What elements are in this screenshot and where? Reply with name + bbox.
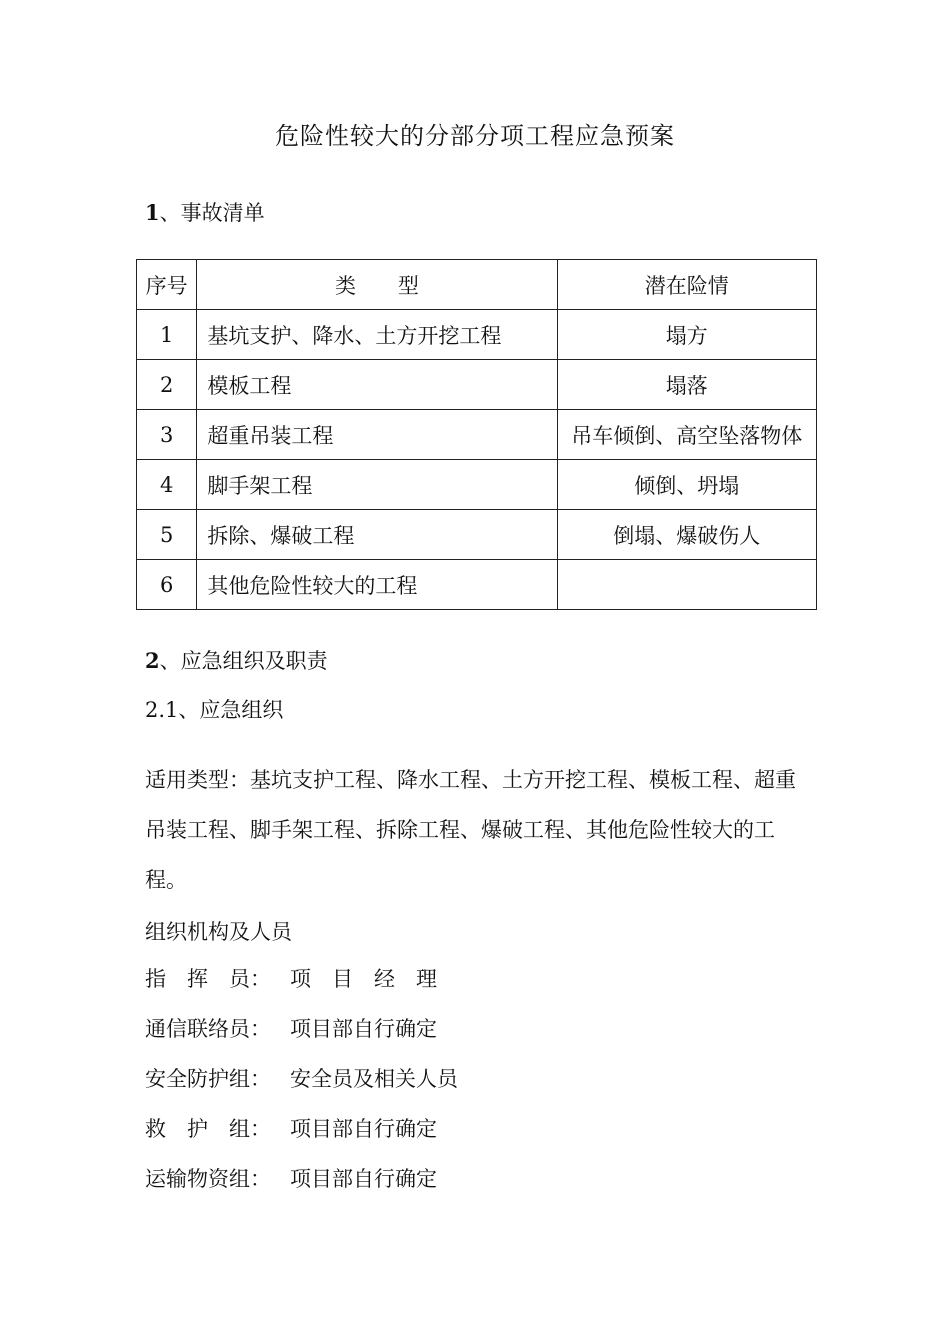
list-item <box>145 954 458 1004</box>
list-item <box>145 1004 458 1054</box>
row-no: 6 <box>137 560 197 610</box>
table-row <box>137 360 817 410</box>
section-2-number: 2 <box>145 648 160 673</box>
table-row <box>137 460 817 510</box>
header-no: 序号 <box>137 260 197 310</box>
row-risk: 吊车倾倒、高空坠落物体 <box>557 410 816 460</box>
header-type: 类 型 <box>197 260 557 310</box>
row-type: 超重吊装工程 <box>197 410 557 460</box>
row-no: 1 <box>137 310 197 360</box>
role-value: 项目部自行确定 <box>290 1167 437 1191</box>
row-risk: 塌落 <box>557 360 816 410</box>
header-risk: 潜在险情 <box>557 260 816 310</box>
role-label: 指 挥 员： <box>145 967 271 991</box>
table-header-row <box>137 260 817 310</box>
row-no: 2 <box>137 360 197 410</box>
roles-list <box>145 954 458 1204</box>
document-title: 危险性较大的分部分项工程应急预案 <box>275 122 675 150</box>
role-value: 项目部自行确定 <box>290 1117 437 1141</box>
table-row <box>137 510 817 560</box>
section-1-text: 、事故清单 <box>159 201 265 225</box>
list-item <box>145 1054 458 1104</box>
section-2-text: 、应急组织及职责 <box>159 649 328 673</box>
table-row <box>137 560 817 610</box>
role-value: 项目部自行确定 <box>290 1017 437 1041</box>
list-item <box>145 1154 458 1204</box>
role-label: 救 护 组： <box>145 1117 271 1141</box>
table-row <box>137 310 817 360</box>
row-no: 3 <box>137 410 197 460</box>
row-type: 拆除、爆破工程 <box>197 510 557 560</box>
row-risk: 倒塌、爆破伤人 <box>557 510 816 560</box>
row-no: 5 <box>137 510 197 560</box>
accident-list-table <box>136 259 817 610</box>
row-type: 脚手架工程 <box>197 460 557 510</box>
role-label: 安全防护组： <box>145 1067 271 1091</box>
row-type: 其他危险性较大的工程 <box>197 560 557 610</box>
role-label: 通信联络员： <box>145 1017 271 1041</box>
list-item <box>145 1104 458 1154</box>
role-label: 运输物资组： <box>145 1167 271 1191</box>
section-2-heading <box>145 645 328 675</box>
row-type: 基坑支护、降水、土方开挖工程 <box>197 310 557 360</box>
section-1-heading <box>145 197 265 227</box>
row-type: 模板工程 <box>197 360 557 410</box>
role-value: 项 目 经 理 <box>290 967 437 991</box>
org-heading: 组织机构及人员 <box>145 920 292 944</box>
applicable-types-paragraph: 适用类型：基坑支护工程、降水工程、土方开挖工程、模板工程、超重吊装工程、脚手架工程、拆除工程、爆破工程、其他危险性较大的工程。 <box>145 768 796 892</box>
row-risk: 倾倒、坍塌 <box>557 460 816 510</box>
row-risk: 塌方 <box>557 310 816 360</box>
table-row <box>137 410 817 460</box>
section-2-1-heading: 2.1、应急组织 <box>145 698 284 722</box>
row-no: 4 <box>137 460 197 510</box>
row-risk <box>557 560 816 610</box>
section-1-number: 1 <box>145 200 160 225</box>
role-value: 安全员及相关人员 <box>290 1067 458 1091</box>
